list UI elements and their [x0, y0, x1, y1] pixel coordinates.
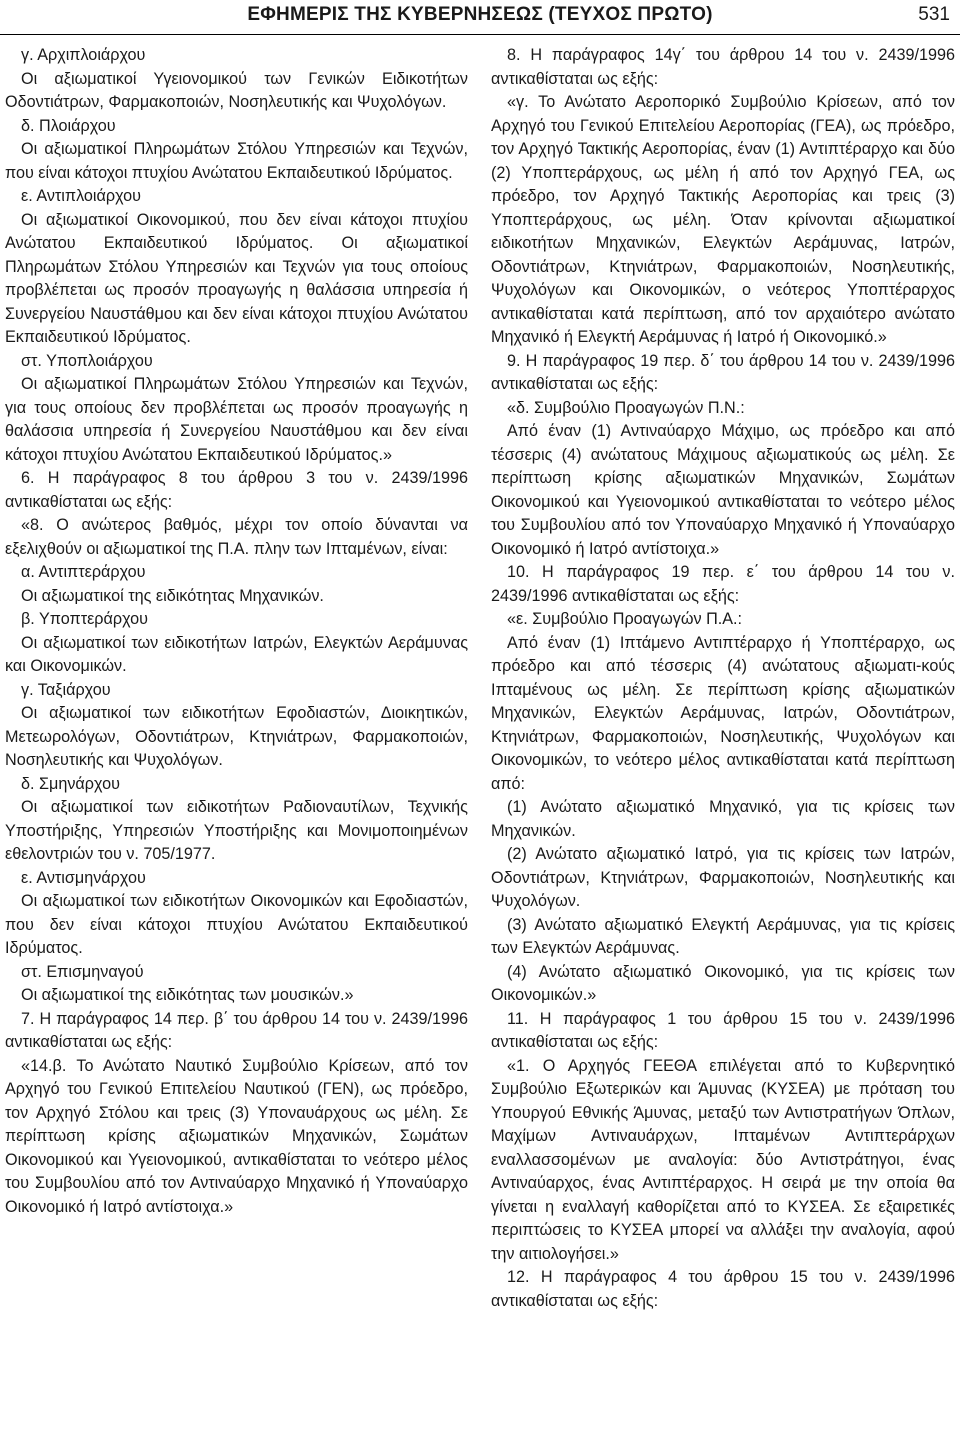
paragraph: ε. Αντιπλοιάρχου — [21, 187, 142, 205]
paragraph: «δ. Συμβούλιο Προαγωγών Π.Ν.: — [507, 398, 745, 417]
paragraph: «8. Ο ανώτερος βαθμός, μέχρι τον οποίο δύνανται να εξελιχθούν οι αξιωματικοί της Π.Α. πλην των Ιπταμένων, είναι: — [5, 516, 468, 558]
paragraph: 12. Η παράγραφος 4 του άρθρου 15 του ν. 2439/1996 αντικαθίσταται ως εξής: — [491, 1268, 955, 1310]
paragraph: (1) Ανώτατο αξιωματικό Μηχανικό, για τις κρίσεις των Μηχανικών. — [491, 798, 955, 840]
paragraph: Οι αξιωματικοί Πληρωμάτων Στόλου Υπηρεσιών και Τεχνών, για τους οποίους δεν προβλέπεται ως προσόν προαγωγής η θαλάσσια υπηρεσία ή Συνεργείου Ναυστάθμου και δεν είναι κάτοχοι πτυχίου Ανώτατου Εκπαιδευτικού Ιδρύματος.» — [5, 375, 468, 464]
paragraph: α. Αντιπτεράρχου — [21, 563, 146, 581]
left-column — [5, 44, 468, 1219]
header-title: ΕΦΗΜΕΡΙΣ ΤΗΣ ΚΥΒΕΡΝΗΣΕΩΣ (ΤΕΥΧΟΣ ΠΡΩΤΟ) — [247, 4, 713, 25]
paragraph: ε. Αντισμηνάρχου — [21, 868, 146, 887]
paragraph: Οι αξιωματικοί της ειδικότητας των μουσικών.» — [21, 986, 354, 1004]
paragraph: Οι αξιωματικοί Υγειονομικού των Γενικών Ειδικοτήτων Οδοντιάτρων, Φαρμακοποιών, Νοσηλευτικής και Ψυχολόγων. — [5, 69, 468, 111]
page-header — [0, 4, 960, 26]
paragraph: 10. Η παράγραφος 19 περ. ε΄ του άρθρου 14 του ν. 2439/1996 αντικαθίσταται ως εξής: — [491, 563, 955, 605]
right-column — [491, 44, 955, 1313]
paragraph: γ. Αρχιπλοιάρχου — [21, 46, 146, 64]
paragraph: «14.β. Το Ανώτατο Ναυτικό Συμβούλιο Κρίσεων, από τον Αρχηγό του Γενικού Επιτελείου Ναυτικού (ΓΕΝ), ως πρόεδρο, τον Αρχηγό Στόλου και τρεις (3) Υποναυάρχους ως μέλη. Σε περίπτωση κρίσης αξιωματικών Μηχανικών, Σωμάτων Οικονομικού και Υγειονομικού, αντικαθίσταται το νεότερο μέλος του Συμβουλίου από τον Αντιναύαρχο Μηχανικό ή Υποναύαρχο Οικονομικό ή Ιατρό αντίστοιχα.» — [5, 1056, 468, 1216]
paragraph: Οι αξιωματικοί των ειδικοτήτων Ραδιοναυτίλων, Τεχνικής Υποστήριξης, Υπηρεσιών Υποστήριξης και Μονιμοποιημένων εθελοντριών του ν. 705/1977. — [5, 798, 468, 863]
paragraph: στ. Υποπλοιάρχου — [21, 351, 153, 370]
paragraph: 9. Η παράγραφος 19 περ. δ΄ του άρθρου 14 του ν. 2439/1996 αντικαθίσταται ως εξής: — [491, 351, 955, 393]
paragraph: «ε. Συμβούλιο Προαγωγών Π.Α.: — [507, 610, 743, 628]
header-rule — [0, 34, 960, 35]
paragraph: «γ. Το Ανώτατο Αεροπορικό Συμβούλιο Κρίσεων, από τον Αρχηγό του Γενικού Επιτελείου Αεροπορίας (ΓΕΑ), ως πρόεδρο, τον Αρχηγό Τακτικής Αεροπορίας, έναν (1) Αντιπτέραρχο και δύο (2) Υποπτεράρχους, ως μέλη ή από τον Αρχηγό ΓΕΑ, ως πρόεδρο, τον Αρχηγό Τακτικής Αεροπορίας και τρεις (3) Υποπτεράρχους, ως μέλη. Όταν κρίνονται αξιωματικοί ειδικοτήτων Μηχανικών, Ελεγκτών Αεράμυνας, Ιατρών, Οδοντιάτρων, Κτηνιάτρων, Φαρμακοποιών, Νοσηλευτικής, Ψυχολόγων και Οικονομικών, ο νεότερος Υποπτέραρχος αντικαθίσταται κατά περίπτωση, από τον αρχαιότερο ανώτατο Μηχανικό ή Ελεγκτή Αεράμυνας ή Ιατρό ή Οικονομικό.» — [491, 93, 955, 346]
paragraph: δ. Σμηνάρχου — [21, 774, 120, 793]
paragraph: Οι αξιωματικοί Οικονομικού, που δεν είναι κάτοχοι πτυχίου Ανώτατου Εκπαιδευτικού Ιδρύματος. Οι αξιωματικοί Πληρωμάτων Στόλου Υπηρεσιών και Τεχνών για τους οποίους προβλέπεται ως προσόν προαγωγής η θαλάσσια υπηρεσία ή Συνεργείου Ναυστάθμου και δεν είναι κάτοχοι πτυχίου Ανώτατου Εκπαιδευτικού Ιδρύματος. — [5, 210, 468, 346]
paragraph: 6. Η παράγραφος 8 του άρθρου 3 του ν. 2439/1996 αντικαθίσταται ως εξής: — [5, 469, 468, 511]
paragraph: 8. Η παράγραφος 14γ΄ του άρθρου 14 του ν. 2439/1996 αντικαθίσταται ως εξής: — [491, 46, 955, 88]
paragraph: «1. Ο Αρχηγός ΓΕΕΘΑ επιλέγεται από το Κυβερνητικό Συμβούλιο Εξωτερικών και Άμυνας (ΚΥΣΕΑ) με πρόταση του Υπουργού Εθνικής Άμυνας, μεταξύ των Αντιστρατήγων Όπλων, Μαχίμων Αντιναυάρχων, Ιπταμένων Αντιπτεράρχων εναλλασσομένων με αναλογία: δύο Αντιστράτηγοι, ένας Αντιναύαρχος, ένας Αντιπτέραρχος. Η σειρά με την οποία θα γίνεται η εναλλαγή καθορίζεται από το ΚΥΣΕΑ. Σε εξαιρετικές περιπτώσεις το ΚΥΣΕΑ μπορεί να αλλάξει την αναλογία, αφού την αιτιολογήσει.» — [491, 1056, 955, 1263]
paragraph: Οι αξιωματικοί των ειδικοτήτων Εφοδιαστών, Διοικητικών, Μετεωρολόγων, Οδοντιάτρων, Κτηνιάτρων, Φαρμακοποιών, Νοσηλευτικής και Ψυχολόγων. — [5, 704, 468, 769]
paragraph: (4) Ανώτατο αξιωματικό Οικονομικό, για τις κρίσεις των Οικονομικών.» — [491, 962, 955, 1004]
paragraph: δ. Πλοιάρχου — [21, 116, 116, 135]
paragraph: (2) Ανώτατο αξιωματικό Ιατρό, για τις κρίσεις των Ιατρών, Οδοντιάτρων, Κτηνιάτρων, Φαρμακοποιών, Νοσηλευτικής και Ψυχολόγων. — [491, 845, 955, 910]
page-number: 531 — [918, 4, 950, 25]
paragraph: γ. Ταξιάρχου — [21, 680, 111, 699]
paragraph: (3) Ανώτατο αξιωματικό Ελεγκτή Αεράμυνας, για τις κρίσεις των Ελεγκτών Αεράμυνας. — [491, 915, 955, 957]
paragraph: Οι αξιωματικοί της ειδικότητας Μηχανικών. — [21, 586, 324, 605]
paragraph: Οι αξιωματικοί των ειδικοτήτων Οικονομικών και Εφοδιαστών, που δεν είναι κάτοχοι πτυχίου Ανώτατου Εκπαιδευτικού Ιδρύματος. — [5, 892, 468, 957]
paragraph: 7. Η παράγραφος 14 περ. β΄ του άρθρου 14 του ν. 2439/1996 αντικαθίσταται ως εξής: — [5, 1009, 468, 1051]
paragraph: β. Υποπτεράρχου — [21, 610, 148, 628]
paragraph: Από έναν (1) Ιπτάμενο Αντιπτέραρχο ή Υποπτέραρχο, ως πρόεδρο και από τέσσερις (4) ανώτατους αξιωματι-κούς Ιπταμένους ως μέλη. Σε περίπτωση κρίσης αξιωματικών Μηχανικών, Ελεγκτών Αεράμυνας, Ιατρών, Οδοντιάτρων, Κτηνιάτρων, Φαρμακοποιών, Νοσηλευτικής, Ψυχολόγων και Οικονομικών, το νεότερο μέλος αντικαθίσταται κατά περίπτωση από: — [491, 633, 955, 793]
paragraph: Από έναν (1) Αντιναύαρχο Μάχιμο, ως πρόεδρο και από τέσσερις (4) ανώτατους Μάχιμους αξιωματικούς ως μέλη. Σε περίπτωση κρίσης αξιωματικών Μηχανικών, Σωμάτων Οικονομικού και Υγειονομικού αντικαθίσταται το νεότερο μέλος του Συμβουλίου από τον Υποναύαρχο Μηχανικό ή Υποναύαρχο Οικονομικό ή Ιατρό αντίστοιχα.» — [491, 422, 955, 558]
paragraph: Οι αξιωματικοί Πληρωμάτων Στόλου Υπηρεσιών και Τεχνών, που είναι κάτοχοι πτυχίου Ανώτατου Εκπαιδευτικού Ιδρύματος. — [5, 140, 468, 182]
paragraph: Οι αξιωματικοί των ειδικοτήτων Ιατρών, Ελεγκτών Αεράμυνας και Οικονομικών. — [5, 633, 468, 675]
paragraph: 11. Η παράγραφος 1 του άρθρου 15 του ν. 2439/1996 αντικαθίσταται ως εξής: — [491, 1009, 955, 1051]
paragraph: στ. Επισμηναγού — [21, 962, 144, 981]
